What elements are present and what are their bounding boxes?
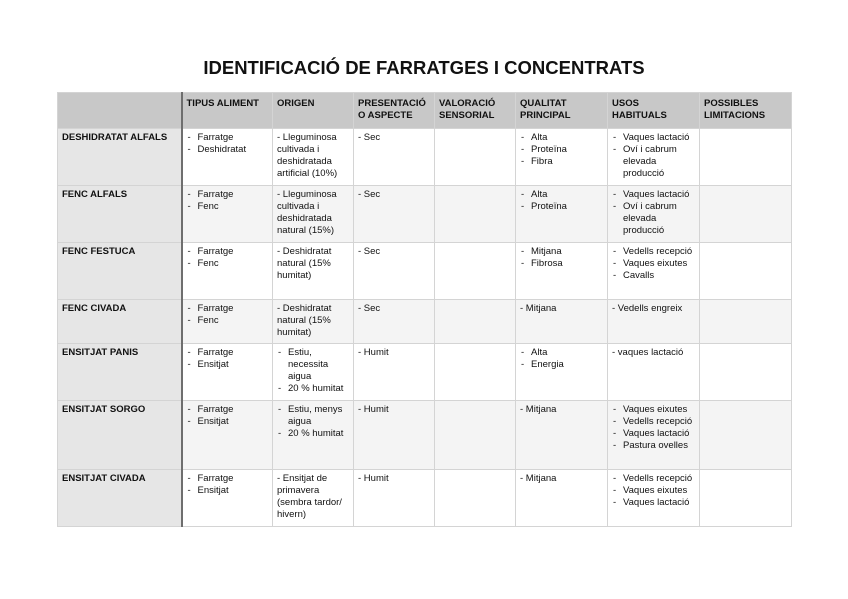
cell-origen xyxy=(273,300,354,344)
bullet-list xyxy=(187,473,270,497)
cell-tipus xyxy=(182,129,273,186)
list-item: - Deshidratat xyxy=(187,144,270,156)
list-item: - Fibra xyxy=(520,156,604,168)
cell-usos xyxy=(608,300,700,344)
cell-limitacions xyxy=(700,401,792,470)
bullet-list xyxy=(187,132,270,156)
cell-tipus xyxy=(182,186,273,243)
list-item: - Estiu, menys aigua xyxy=(277,404,350,428)
cell-text: - Sec xyxy=(358,246,381,257)
bullet-list xyxy=(612,404,696,452)
cell-usos xyxy=(608,344,700,401)
bullet-list xyxy=(187,404,270,428)
cell-text: - Deshidratat natural (15% humitat) xyxy=(277,303,332,338)
table-row xyxy=(58,300,792,344)
cell-origen xyxy=(273,344,354,401)
row-header xyxy=(58,129,182,186)
cell-text: - Humit xyxy=(358,347,389,358)
bullet-list xyxy=(187,303,270,327)
row-header xyxy=(58,344,182,401)
list-item: - Oví i cabrum elevada producció xyxy=(612,144,696,180)
list-item: - Mitjana xyxy=(520,246,604,258)
cell-qualitat xyxy=(516,401,608,470)
table-row xyxy=(58,470,792,527)
cell-usos xyxy=(608,243,700,300)
cell-limitacions xyxy=(700,186,792,243)
cell-presentacio xyxy=(354,243,435,300)
list-item: - Fenc xyxy=(187,315,270,327)
header-presentacio: PRESENTACIÓ O ASPECTE xyxy=(354,93,435,129)
cell-valoracio xyxy=(435,344,516,401)
page-title: IDENTIFICACIÓ DE FARRATGES I CONCENTRATS xyxy=(203,57,645,78)
list-item: - Vaques lactació xyxy=(612,428,696,440)
list-item: - Pastura ovelles xyxy=(612,440,696,452)
cell-text: - Mitjana xyxy=(520,303,557,314)
cell-origen xyxy=(273,129,354,186)
list-item: - Vedells recepció xyxy=(612,473,696,485)
cell-text: FENC ALFALS xyxy=(62,189,128,200)
cell-tipus xyxy=(182,344,273,401)
cell-presentacio xyxy=(354,300,435,344)
cell-qualitat xyxy=(516,300,608,344)
table-header-row xyxy=(58,93,792,129)
cell-qualitat xyxy=(516,129,608,186)
list-item: - Fenc xyxy=(187,201,270,213)
cell-valoracio xyxy=(435,470,516,527)
bullet-list xyxy=(520,347,604,371)
cell-origen xyxy=(273,401,354,470)
list-item: - Vedells recepció xyxy=(612,416,696,428)
header-limitacions: POSSIBLES LIMITACIONS xyxy=(700,93,792,129)
cell-tipus xyxy=(182,243,273,300)
cell-text: - Deshidratat natural (15% humitat) xyxy=(277,246,332,281)
list-item: - Vedells recepció xyxy=(612,246,696,258)
cell-limitacions xyxy=(700,344,792,401)
cell-limitacions xyxy=(700,243,792,300)
bullet-list xyxy=(187,189,270,213)
list-item: - Ensitjat xyxy=(187,359,270,371)
cell-text: - Humit xyxy=(358,473,389,484)
cell-tipus xyxy=(182,300,273,344)
cell-origen xyxy=(273,470,354,527)
list-item: - Ensitjat xyxy=(187,416,270,428)
list-item: - Alta xyxy=(520,189,604,201)
row-header xyxy=(58,300,182,344)
list-item: - Estiu, necessita aigua xyxy=(277,347,350,383)
bullet-list xyxy=(612,189,696,237)
cell-text: - Sec xyxy=(358,303,381,314)
list-item: - Vaques eixutes xyxy=(612,485,696,497)
bullet-list xyxy=(612,246,696,282)
cell-tipus xyxy=(182,401,273,470)
cell-text: FENC FESTUCA xyxy=(62,246,136,257)
cell-text: - Mitjana xyxy=(520,473,557,484)
cell-limitacions xyxy=(700,470,792,527)
cell-text: ENSITJAT SORGO xyxy=(62,404,146,415)
cell-usos xyxy=(608,401,700,470)
cell-qualitat xyxy=(516,470,608,527)
cell-presentacio xyxy=(354,344,435,401)
cell-presentacio xyxy=(354,401,435,470)
list-item: - Alta xyxy=(520,132,604,144)
header-corner xyxy=(58,93,182,129)
row-header xyxy=(58,243,182,300)
cell-presentacio xyxy=(354,470,435,527)
list-item: - Farratge xyxy=(187,246,270,258)
forage-table xyxy=(57,92,792,527)
list-item: - Cavalls xyxy=(612,270,696,282)
list-item: - Ensitjat xyxy=(187,485,270,497)
cell-qualitat xyxy=(516,243,608,300)
header-qualitat: QUALITAT PRINCIPAL xyxy=(516,93,608,129)
cell-text: - Mitjana xyxy=(520,404,557,415)
cell-valoracio xyxy=(435,300,516,344)
list-item: - 20 % humitat xyxy=(277,428,350,440)
header-origen: ORIGEN xyxy=(273,93,354,129)
header-tipus-aliment: TIPUS ALIMENT xyxy=(182,93,273,129)
list-item: - Oví i cabrum elevada producció xyxy=(612,201,696,237)
cell-usos xyxy=(608,470,700,527)
list-item: - Farratge xyxy=(187,189,270,201)
cell-valoracio xyxy=(435,129,516,186)
cell-text: - vaques lactació xyxy=(612,347,684,358)
row-header xyxy=(58,186,182,243)
header-usos: USOS HABITUALS xyxy=(608,93,700,129)
bullet-list xyxy=(187,246,270,270)
header-valoracio: VALORACIÓ SENSORIAL xyxy=(435,93,516,129)
bullet-list xyxy=(277,347,350,395)
cell-limitacions xyxy=(700,129,792,186)
list-item: - Farratge xyxy=(187,404,270,416)
bullet-list xyxy=(520,246,604,270)
cell-text: - Ensitjat de primavera (sembra tardor/ hivern) xyxy=(277,473,342,520)
bullet-list xyxy=(520,189,604,213)
cell-text: - Lleguminosa cultivada i deshidratada natural (15%) xyxy=(277,189,337,236)
table-row xyxy=(58,243,792,300)
list-item: - Proteïna xyxy=(520,201,604,213)
table-row xyxy=(58,401,792,470)
table-row xyxy=(58,344,792,401)
cell-valoracio xyxy=(435,186,516,243)
cell-text: - Vedells engreix xyxy=(612,303,683,314)
list-item: - Fenc xyxy=(187,258,270,270)
cell-tipus xyxy=(182,470,273,527)
list-item: - Energia xyxy=(520,359,604,371)
cell-origen xyxy=(273,186,354,243)
list-item: - Farratge xyxy=(187,347,270,359)
cell-text: ENSITJAT CIVADA xyxy=(62,473,146,484)
row-header xyxy=(58,470,182,527)
bullet-list xyxy=(187,347,270,371)
list-item: - Vaques eixutes xyxy=(612,404,696,416)
list-item: - Farratge xyxy=(187,303,270,315)
list-item: - Farratge xyxy=(187,473,270,485)
list-item: - Alta xyxy=(520,347,604,359)
bullet-list xyxy=(277,404,350,440)
list-item: - Vaques lactació xyxy=(612,497,696,509)
bullet-list xyxy=(612,473,696,509)
cell-qualitat xyxy=(516,186,608,243)
cell-presentacio xyxy=(354,129,435,186)
cell-text: - Sec xyxy=(358,189,381,200)
cell-qualitat xyxy=(516,344,608,401)
list-item: - Fibrosa xyxy=(520,258,604,270)
cell-text: DESHIDRATAT ALFALS xyxy=(62,132,168,143)
list-item: - Vaques lactació xyxy=(612,132,696,144)
cell-valoracio xyxy=(435,401,516,470)
list-item: - 20 % humitat xyxy=(277,383,350,395)
cell-usos xyxy=(608,186,700,243)
cell-text: - Humit xyxy=(358,404,389,415)
cell-usos xyxy=(608,129,700,186)
row-header xyxy=(58,401,182,470)
cell-text: FENC CIVADA xyxy=(62,303,127,314)
table-row xyxy=(58,186,792,243)
cell-text: - Sec xyxy=(358,132,381,143)
cell-origen xyxy=(273,243,354,300)
bullet-list xyxy=(612,132,696,180)
list-item: - Vaques lactació xyxy=(612,189,696,201)
list-item: - Proteïna xyxy=(520,144,604,156)
table-row xyxy=(58,129,792,186)
list-item: - Farratge xyxy=(187,132,270,144)
bullet-list xyxy=(520,132,604,168)
list-item: - Vaques eixutes xyxy=(612,258,696,270)
cell-limitacions xyxy=(700,300,792,344)
cell-text: - Lleguminosa cultivada i deshidratada artificial (10%) xyxy=(277,132,338,179)
cell-valoracio xyxy=(435,243,516,300)
cell-presentacio xyxy=(354,186,435,243)
cell-text: ENSITJAT PANIS xyxy=(62,347,139,358)
